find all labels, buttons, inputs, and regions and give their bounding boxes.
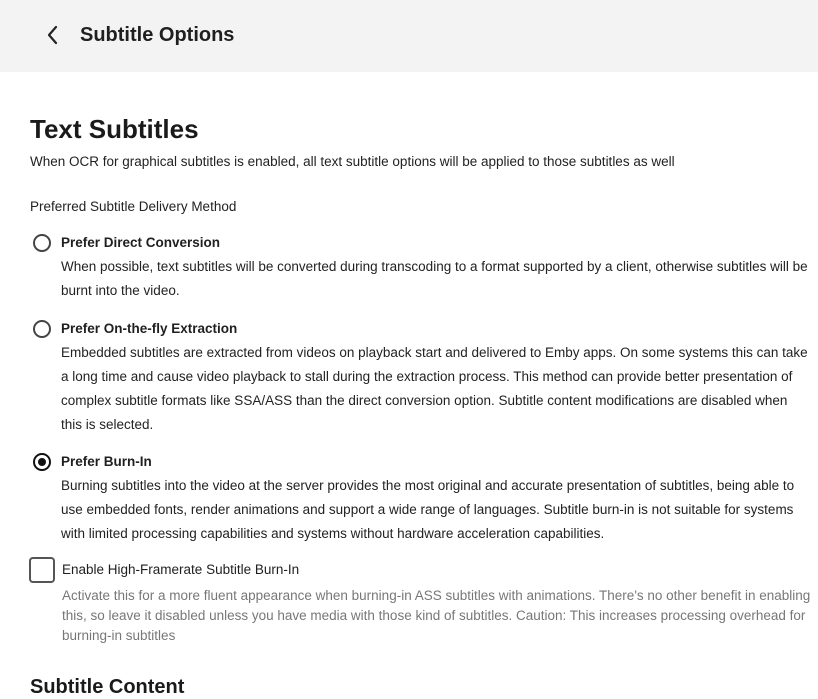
option-description-on-the-fly-extraction: Embedded subtitles are extracted from videos on playback start and delivered to Emby apps. On some systems this can take a long time and cause video playback to stall during the extraction process. This method can provide better presentation of complex subtitle formats like SSA/ASS than the direct conversion option. Subtitle content modifications are disabled when this is selected. bbox=[61, 345, 808, 432]
page-header bbox=[0, 0, 818, 72]
section-description: When OCR for graphical subtitles is enabled, all text subtitle options will be applied to those subtitles as well bbox=[30, 154, 675, 169]
chevron-left-icon bbox=[46, 25, 60, 45]
radio-on-the-fly-extraction[interactable] bbox=[33, 320, 51, 338]
option-description-direct-conversion: When possible, text subtitles will be converted during transcoding to a format supported by a client, otherwise subtitles will be burnt into the video. bbox=[61, 259, 808, 298]
radio-burn-in[interactable] bbox=[33, 453, 51, 471]
delivery-method-label: Preferred Subtitle Delivery Method bbox=[30, 199, 237, 214]
back-button[interactable] bbox=[38, 20, 68, 50]
high-framerate-checkbox[interactable] bbox=[29, 557, 55, 583]
option-label-burn-in[interactable]: Prefer Burn-In bbox=[61, 454, 152, 469]
page-title: Subtitle Options bbox=[80, 24, 235, 46]
high-framerate-label[interactable]: Enable High-Framerate Subtitle Burn-In bbox=[62, 562, 300, 577]
section-title-subtitle-content: Subtitle Content bbox=[30, 676, 185, 698]
high-framerate-description: Activate this for a more fluent appearance when burning-in ASS subtitles with animations. There's no other benefit in enabling this, so leave it disabled unless you have media with those kind of subtitles. Caution: This increases processing overhead for burning-in subtitles bbox=[62, 588, 811, 643]
section-title-text-subtitles: Text Subtitles bbox=[30, 114, 199, 144]
option-label-direct-conversion[interactable]: Prefer Direct Conversion bbox=[61, 235, 221, 250]
option-description-burn-in: Burning subtitles into the video at the server provides the most original and accurate presentation of subtitles, being able to use embedded fonts, render animations and support a wide range of languages. Subtitle burn-in is not suitable for systems with limited processing capabilities and systems without hardware acceleration capabilities. bbox=[61, 478, 795, 541]
option-label-on-the-fly-extraction[interactable]: Prefer On-the-fly Extraction bbox=[61, 321, 238, 336]
radio-direct-conversion[interactable] bbox=[33, 234, 51, 252]
